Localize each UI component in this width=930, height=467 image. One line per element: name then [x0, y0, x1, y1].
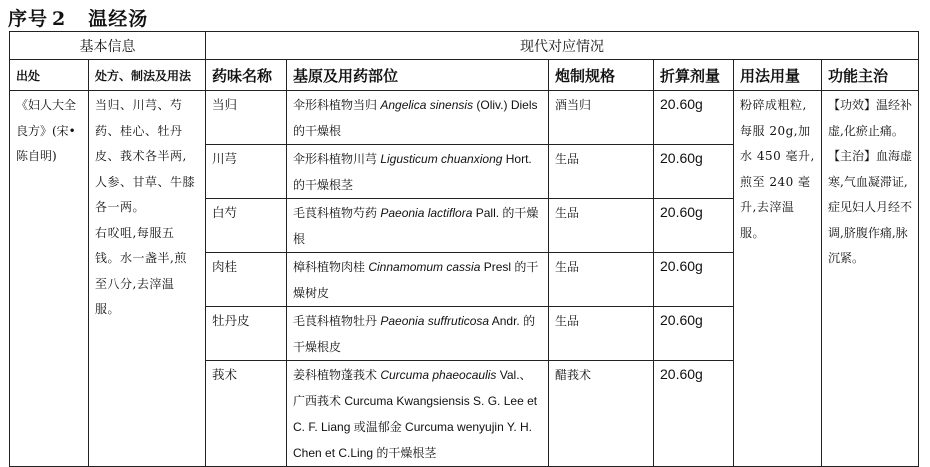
- source-cell: 《妇人大全良方》(宋•陈自明): [10, 91, 89, 467]
- origin-cell: [287, 145, 549, 199]
- origin-cell: [287, 199, 549, 253]
- origin-cell: [287, 307, 549, 361]
- col-header-source: 出处: [10, 60, 89, 91]
- latin-name: Paeonia suffruticosa: [380, 314, 490, 328]
- group-header-row: [10, 32, 919, 60]
- latin-name: Ligusticum chuanxiong: [380, 152, 503, 166]
- origin-text: Val.、广西莪术 Curcuma Kwangsiensis S. G. Lee et C. F. Liang 或温郁金 Curcuma wenyujin Y. H. Chen et C.Ling 的干燥根茎: [293, 368, 538, 460]
- col-header-dose: 折算剂量: [654, 60, 734, 91]
- processing-cell: 生品: [549, 253, 654, 307]
- origin-text: (Oliv.) Diels 的干燥根: [293, 98, 538, 138]
- col-header-herb-name: 药味名称: [206, 60, 287, 91]
- latin-name: Cinnamomum cassia: [368, 260, 481, 274]
- col-header-prescription: 处方、制法及用法: [89, 60, 206, 91]
- latin-name: Angelica sinensis: [380, 98, 474, 112]
- processing-cell: 生品: [549, 145, 654, 199]
- col-header-origin: 基原及用药部位: [287, 60, 549, 91]
- herb-name-cell: 牡丹皮: [206, 307, 287, 361]
- origin-text: 樟科植物肉桂: [293, 260, 369, 274]
- group-header-modern: 现代对应情况: [206, 32, 919, 60]
- origin-text: Presl 的干燥树皮: [293, 260, 539, 300]
- origin-text: Andr. 的干燥根皮: [293, 314, 536, 354]
- origin-text: 伞形科植物当归: [293, 98, 381, 112]
- prescription-cell: 当归、川芎、芍药、桂心、牡丹皮、莪术各半两,人参、甘草、牛膝各一两。 右㕮咀,每服五钱。水一盏半,煎至八分,去滓温服。: [89, 91, 206, 467]
- dose-cell: 20.60g: [654, 307, 734, 361]
- origin-text: Pall. 的干燥根: [293, 206, 539, 246]
- col-header-function: 功能主治: [822, 60, 919, 91]
- title-prefix: 序号: [8, 8, 49, 30]
- dose-cell: 20.60g: [654, 145, 734, 199]
- formula-table: [9, 31, 919, 467]
- origin-text: 毛茛科植物牡丹: [293, 314, 381, 328]
- origin-text: 姜科植物蓬莪术: [293, 368, 381, 382]
- processing-cell: 生品: [549, 199, 654, 253]
- origin-cell: [287, 91, 549, 145]
- herb-name-cell: 肉桂: [206, 253, 287, 307]
- title-name: 温经汤: [88, 8, 149, 30]
- herb-name-cell: 川芎: [206, 145, 287, 199]
- title-number: 2: [52, 8, 67, 30]
- table-row: [10, 91, 919, 145]
- processing-cell: 生品: [549, 307, 654, 361]
- latin-name: Paeonia lactiflora: [380, 206, 473, 220]
- function-cell: 【功效】温经补虚,化瘀止痛。【主治】血海虚寒,气血凝滞证,症见妇人月经不调,脐腹作痛,脉沉紧。: [822, 91, 919, 467]
- origin-text: 伞形科植物川芎: [293, 152, 381, 166]
- herb-name-cell: 当归: [206, 91, 287, 145]
- group-header-basic: 基本信息: [10, 32, 206, 60]
- processing-cell: 酒当归: [549, 91, 654, 145]
- usage-cell: 粉碎成粗粒,每服 20g,加水 450 毫升,煎至 240 毫升,去滓温服。: [734, 91, 822, 467]
- origin-text: Hort. 的干燥根茎: [293, 152, 532, 192]
- origin-text: 毛茛科植物芍药: [293, 206, 381, 220]
- herb-name-cell: 莪术: [206, 361, 287, 467]
- herb-name-cell: 白芍: [206, 199, 287, 253]
- dose-cell: 20.60g: [654, 253, 734, 307]
- column-header-row: [10, 60, 919, 91]
- dose-cell: 20.60g: [654, 199, 734, 253]
- col-header-processing: 炮制规格: [549, 60, 654, 91]
- processing-cell: 醋莪术: [549, 361, 654, 467]
- latin-name: Curcuma phaeocaulis: [380, 368, 497, 382]
- origin-cell: [287, 361, 549, 467]
- dose-cell: 20.60g: [654, 361, 734, 467]
- col-header-usage: 用法用量: [734, 60, 822, 91]
- document-title: [8, 4, 148, 31]
- origin-cell: [287, 253, 549, 307]
- dose-cell: 20.60g: [654, 91, 734, 145]
